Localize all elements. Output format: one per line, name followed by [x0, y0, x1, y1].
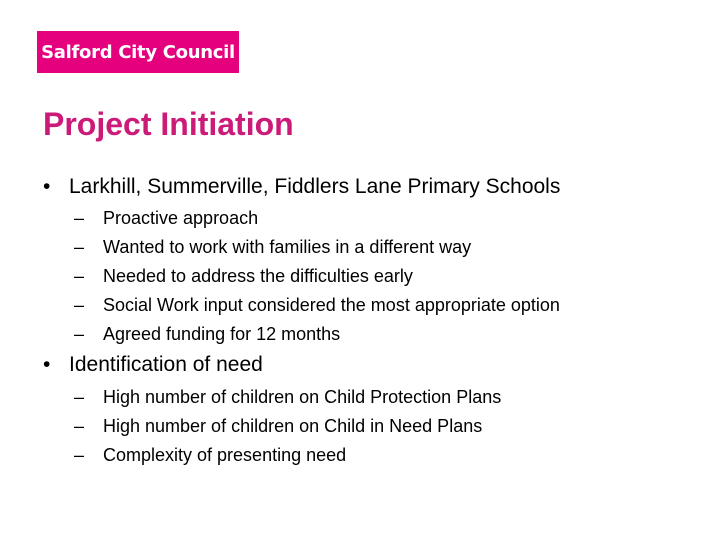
bullet-text: Larkhill, Summerville, Fiddlers Lane Primary Schools — [69, 175, 561, 198]
sub-bullet-marker: – — [74, 416, 85, 436]
sub-bullet-marker: – — [74, 295, 85, 315]
sub-bullet-text: Proactive approach — [103, 208, 259, 228]
sub-bullet-marker: – — [74, 445, 85, 465]
sub-bullet-text: High number of children on Child in Need Plans — [103, 416, 483, 436]
bullet-marker: • — [43, 353, 51, 376]
sub-bullet-text: Needed to address the difficulties early — [103, 266, 413, 286]
sub-bullet-text: Social Work input considered the most appropriate option — [103, 295, 560, 315]
council-logo — [37, 31, 239, 73]
sub-bullet-text: Wanted to work with families in a different way — [103, 237, 472, 257]
sub-bullet-text: High number of children on Child Protection Plans — [103, 387, 502, 407]
sub-bullet-marker: – — [74, 237, 85, 257]
logo-text: Salford City Council — [41, 41, 235, 63]
sub-bullet-marker: – — [74, 266, 85, 286]
sub-bullet-marker: – — [74, 387, 85, 407]
sub-bullet-marker: – — [74, 324, 85, 344]
sub-bullet-text: Agreed funding for 12 months — [103, 324, 341, 344]
slide-title: Project Initiation — [43, 106, 294, 142]
bullet-text: Identification of need — [69, 353, 263, 376]
sub-bullet-text: Complexity of presenting need — [103, 445, 347, 465]
bullet-marker: • — [43, 175, 51, 198]
sub-bullet-marker: – — [74, 208, 85, 228]
